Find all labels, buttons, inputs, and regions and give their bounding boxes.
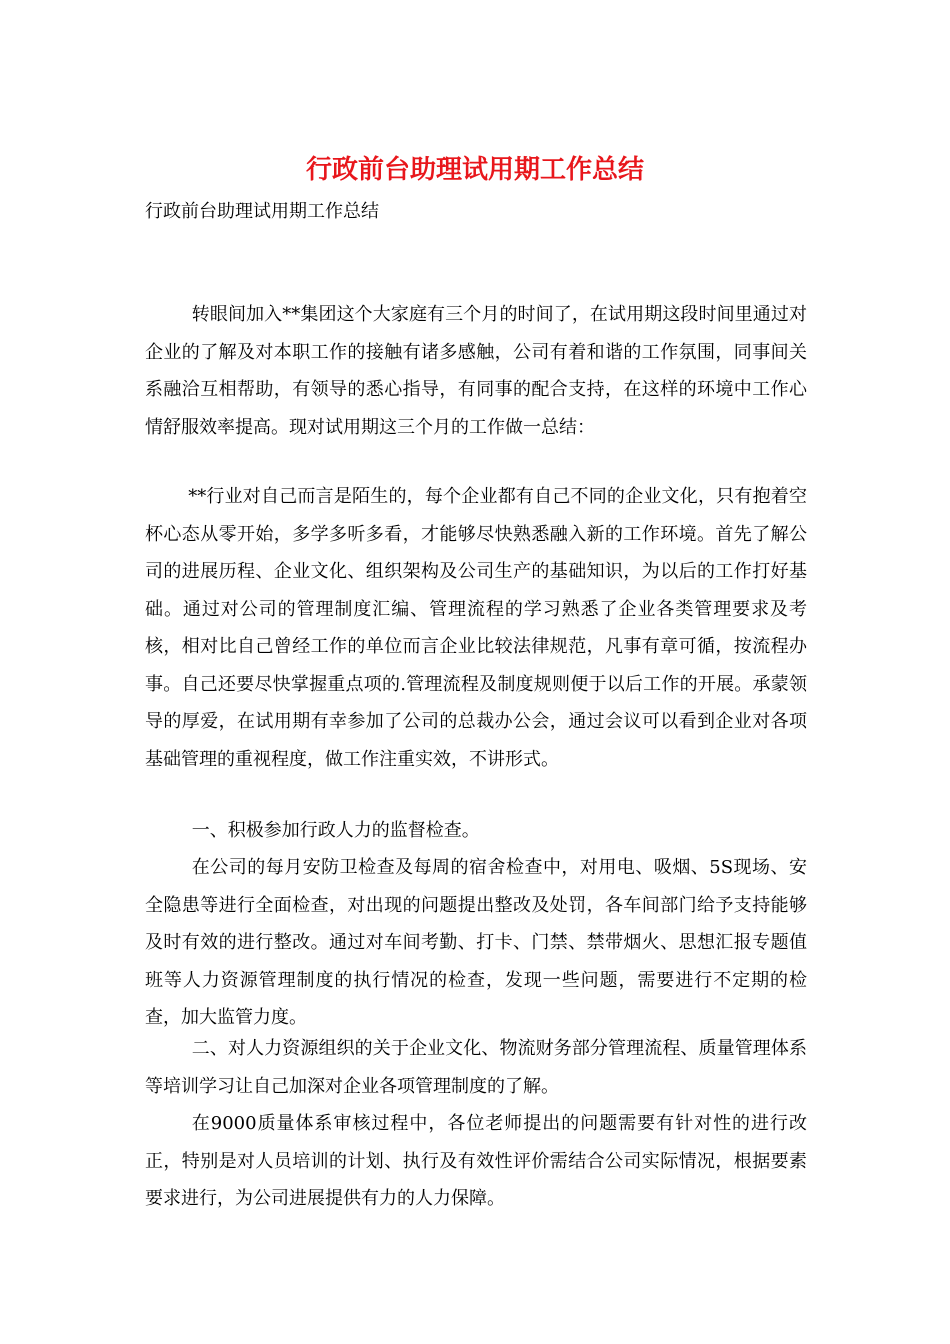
paragraph-inspection: 在公司的每月安防卫检查及每周的宿舍检查中，对用电、吸烟、5S现场、安全隐患等进行全面检查，对出现的问题提出整改及处罚，各车间部门给予支持能够及时有效的进行整改。通过对车间考勤、打卡、门禁、禁带烟火、思想汇报专题值班等人力资源管理制度的执行情况的检查，发现一些问题，需要进行不定期的检查，加大监管力度。 (145, 857, 807, 1028)
section-heading-1: 一、积极参加行政人力的监督检查。 (191, 820, 480, 841)
paragraph-industry: **行业对自己而言是陌生的，每个企业都有自己不同的企业文化，只有抱着空杯心态从零开始，多学多听多看，才能够尽快熟悉融入新的工作环境。首先了解公司的进展历程、企业文化、组织架构及公司生产的基础知识，为以后的工作打好基础。通过对公司的管理制度汇编、管理流程的学习熟悉了企业各类管理要求及考核，相对比自己曾经工作的单位而言企业比较法律规范，凡事有章可循，按流程办事。自己还要尽快掌握重点项的.管理流程及制度规则便于以后工作的开展。承蒙领导的厚爱，在试用期有幸参加了公司的总裁办公会，通过会议可以看到企业对各项基础管理的重视程度，做工作注重实效，不讲形式。 (145, 486, 807, 770)
document-subtitle: 行政前台助理试用期工作总结 (145, 201, 379, 222)
paragraph-quality: 在9000质量体系审核过程中，各位老师提出的问题需要有针对性的进行改正，特别是对人员培训的计划、执行及有效性评价需结合公司实际情况，根据要素要求进行，为公司进展提供有力的人力保障。 (145, 1113, 807, 1209)
section-heading-2: 二、对人力资源组织的关于企业文化、物流财务部分管理流程、质量管理体系等培训学习让自己加深对企业各项管理制度的了解。 (145, 1038, 807, 1097)
paragraph-intro: 转眼间加入**集团这个大家庭有三个月的时间了，在试用期这段时间里通过对企业的了解及对本职工作的接触有诸多感触，公司有着和谐的工作氛围，同事间关系融洽互相帮助，有领导的悉心指导，有同事的配合支持，在这样的环境中工作心情舒服效率提高。现对试用期这三个月的工作做一总结： (145, 304, 807, 438)
document-title: 行政前台助理试用期工作总结 (305, 155, 644, 185)
